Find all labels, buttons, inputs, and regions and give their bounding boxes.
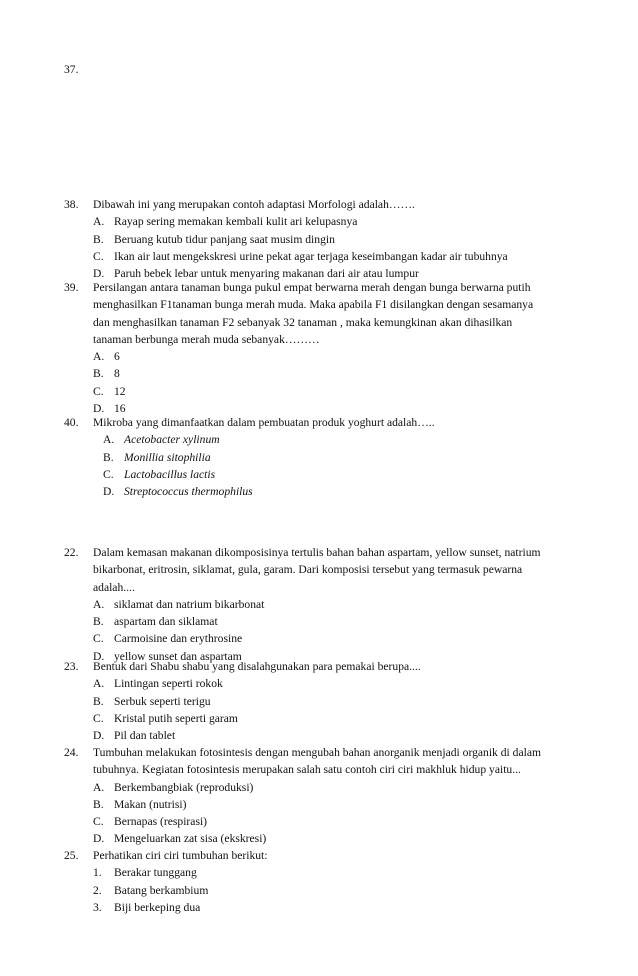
question-number: 38. <box>64 198 79 211</box>
question-number: 37. <box>64 63 79 76</box>
question-stem-line: tubuhnya. Kegiatan fotosintesis merupakan salah satu contoh ciri ciri makhluk hidup yaitu... <box>93 763 521 777</box>
option-a: A. Acetobacter xylinum <box>103 433 220 447</box>
option-b: B. Serbuk seperti terigu <box>93 694 211 708</box>
list-item: 3. Biji berkeping dua <box>93 900 201 914</box>
question-stem-line: adalah.... <box>93 580 135 594</box>
question-stem-line: Persilangan antara tanaman bunga pukul empat berwarna merah dengan bunga berwarna putih <box>93 281 531 294</box>
option-d: D. Mengeluarkan zat sisa (ekskresi) <box>93 832 267 846</box>
option-a: A. siklamat dan natrium bikarbonat <box>93 597 265 611</box>
option-c: C. Lactobacillus lactis <box>103 467 216 481</box>
option-d: D. 16 <box>93 401 126 415</box>
list-item: 1. Berakar tunggang <box>93 866 197 880</box>
option-b: B. Makan (nutrisi) <box>93 797 187 811</box>
question-stem-line: bikarbonat, eritrosin, siklamat, gula, garam. Dari komposisi tersebut yang termasuk pewarna <box>93 563 523 577</box>
question-stem-line: Tumbuhan melakukan fotosintesis dengan mengubah bahan anorganik menjadi organik di dalam <box>93 746 541 759</box>
option-d: D. Paruh bebek lebar untuk menyaring makanan dari air atau lumpur <box>93 266 419 280</box>
option-a: A. Berkembangbiak (reproduksi) <box>93 780 254 794</box>
option-c: C. Kristal putih seperti garam <box>93 711 238 725</box>
question-stem-line: dan menghasilkan tanaman F2 sebanyak 32 tanaman , maka kemungkinan akan dihasilkan <box>93 315 513 329</box>
option-a: A. Rayap sering memakan kembali kulit ari kelupasnya <box>93 215 358 229</box>
option-c: C. 12 <box>93 384 126 398</box>
option-b: B. Monillia sitophilia <box>103 450 211 464</box>
list-item: 2. Batang berkambium <box>93 883 209 897</box>
option-b: B. Beruang kutub tidur panjang saat musim dingin <box>93 232 335 246</box>
question-stem-line: tanaman berbunga merah muda sebanyak……… <box>93 332 320 346</box>
question-number: 24. <box>64 746 79 759</box>
option-b: B. 8 <box>93 367 120 381</box>
question-stem: Dibawah ini yang merupakan contoh adaptasi Morfologi adalah……. <box>93 198 415 211</box>
question-number: 22. <box>64 546 79 559</box>
question-stem-line: menghasilkan F1tanaman bunga merah muda. Maka apabila F1 disilangkan dengan sesamanya <box>93 298 534 312</box>
question-number: 23. <box>64 660 79 673</box>
question-stem: Perhatikan ciri ciri tumbuhan berikut: <box>93 849 268 862</box>
question-number: 39. <box>64 281 79 294</box>
option-a: A. 6 <box>93 350 120 364</box>
question-number: 40. <box>64 416 79 429</box>
option-c: C. Bernapas (respirasi) <box>93 815 208 828</box>
option-a: A. Lintingan seperti rokok <box>93 677 223 691</box>
question-number: 25. <box>64 849 79 862</box>
question-stem: Mikroba yang dimanfaatkan dalam pembuatan produk yoghurt adalah….. <box>93 416 435 429</box>
option-b: B. aspartam dan siklamat <box>93 615 218 629</box>
option-d: D. yellow sunset dan aspartam <box>93 649 242 663</box>
question-stem-line: Dalam kemasan makanan dikomposisinya tertulis bahan bahan aspartam, yellow sunset, natrium <box>93 546 541 559</box>
option-c: C. Ikan air laut mengekskresi urine pekat agar terjaga keseimbangan kadar air tubuhnya <box>93 249 508 263</box>
option-d: D. Pil dan tablet <box>93 728 176 742</box>
option-d: D. Streptococcus thermophilus <box>103 484 253 498</box>
option-c: C. Carmoisine dan erythrosine <box>93 632 243 646</box>
question-stem: Bentuk dari Shabu shabu yang disalahgunakan para pemakai berupa.... <box>93 660 421 673</box>
